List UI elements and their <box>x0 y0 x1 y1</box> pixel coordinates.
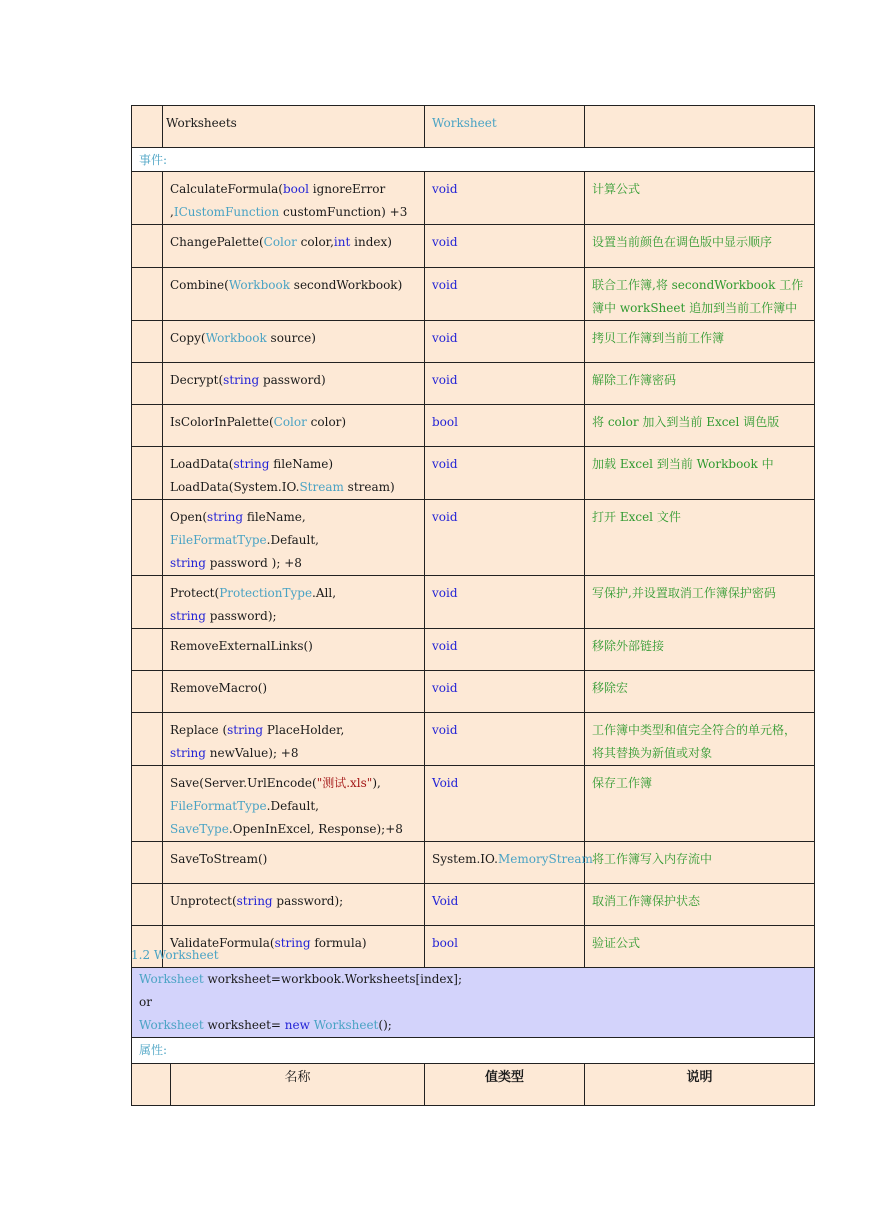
events-label-row <box>132 148 815 172</box>
indent-cell <box>132 321 163 363</box>
event-description: 计算公式 <box>585 172 815 225</box>
event-description: 工作簿中类型和值完全符合的单元格，将其替换为新值或对象 <box>585 713 815 766</box>
keyword-token: Void <box>432 894 459 908</box>
event-signature: IsColorInPalette(Color color) <box>163 405 425 447</box>
event-signature: SaveToStream() <box>163 842 425 884</box>
event-description: 联合工作簿,将 secondWorkbook 工作簿中 workSheet 追加到当前工作簿中 <box>585 268 815 321</box>
type-token: SaveType <box>170 822 229 836</box>
props-label: 属性: <box>132 1038 815 1064</box>
keyword-token: int <box>333 235 351 249</box>
indent-cell <box>132 172 163 225</box>
type-token: Worksheet <box>313 1018 379 1032</box>
event-return-type <box>425 172 585 225</box>
keyword-token: void <box>432 331 458 345</box>
string-token: "测试.xls" <box>316 776 373 790</box>
keyword-token: string <box>170 746 206 760</box>
type-token: Workbook <box>228 278 290 292</box>
indent-cell <box>132 363 163 405</box>
header-desc: 说明 <box>585 1064 815 1106</box>
event-return-type <box>425 405 585 447</box>
property-type: Worksheet <box>425 106 585 148</box>
event-row <box>132 405 815 447</box>
event-return-type <box>425 363 585 405</box>
event-signature: CalculateFormula(bool ignoreError ,ICustomFunction customFunction) +3 <box>163 172 425 225</box>
type-token: ProtectionType <box>219 586 313 600</box>
indent-cell <box>132 106 163 148</box>
event-description: 移除宏 <box>585 671 815 713</box>
event-row <box>132 842 815 884</box>
indent-cell <box>132 225 163 268</box>
event-row <box>132 713 815 766</box>
event-row <box>132 576 815 629</box>
event-return-type <box>425 321 585 363</box>
keyword-token: void <box>432 235 458 249</box>
event-signature: Replace (string PlaceHolder, string newValue); +8 <box>163 713 425 766</box>
event-signature: Open(string fileName, FileFormatType.Default, string password ); +8 <box>163 500 425 576</box>
event-row <box>132 766 815 842</box>
event-signature: Save(Server.UrlEncode("测试.xls"), FileFormatType.Default, SaveType.OpenInExcel, Response);+8 <box>163 766 425 842</box>
type-token: Workbook <box>205 331 267 345</box>
event-description: 解除工作簿密码 <box>585 363 815 405</box>
event-return-type <box>425 576 585 629</box>
event-row <box>132 671 815 713</box>
header-name: 名称 <box>171 1064 425 1106</box>
code-sample-row <box>132 968 815 1038</box>
code-sample: Worksheet worksheet=workbook.Worksheets[index]; or Worksheet worksheet= new Worksheet(); <box>132 968 815 1038</box>
keyword-token: void <box>432 586 458 600</box>
event-description: 移除外部链接 <box>585 629 815 671</box>
keyword-token: Void <box>432 776 459 790</box>
event-return-type <box>425 884 585 926</box>
props-label-row <box>132 1038 815 1064</box>
event-signature: RemoveExternalLinks() <box>163 629 425 671</box>
indent-cell <box>132 405 163 447</box>
event-row <box>132 225 815 268</box>
workbook-members-table <box>131 105 815 968</box>
type-token: MemoryStream <box>497 852 593 866</box>
event-signature: Combine(Workbook secondWorkbook) <box>163 268 425 321</box>
event-description: 写保护,并设置取消工作簿保护密码 <box>585 576 815 629</box>
type-token: Color <box>263 235 297 249</box>
events-label: 事件: <box>132 148 815 172</box>
indent-cell <box>132 447 163 500</box>
property-name: Worksheets <box>163 106 425 148</box>
event-description: 拷贝工作簿到当前工作簿 <box>585 321 815 363</box>
event-description: 打开 Excel 文件 <box>585 500 815 576</box>
event-return-type <box>425 225 585 268</box>
indent-cell <box>132 671 163 713</box>
props-header-row <box>132 1064 815 1106</box>
keyword-token: string <box>207 510 243 524</box>
keyword-token: new <box>284 1018 310 1032</box>
type-token: ICustomFunction <box>173 205 280 219</box>
keyword-token: void <box>432 723 458 737</box>
event-return-type <box>425 713 585 766</box>
event-row <box>132 447 815 500</box>
keyword-token: bool <box>432 936 458 950</box>
event-return-type <box>425 268 585 321</box>
event-row <box>132 884 815 926</box>
event-return-type <box>425 766 585 842</box>
keyword-token: void <box>432 182 458 196</box>
indent-cell <box>132 629 163 671</box>
event-row <box>132 926 815 968</box>
worksheet-table <box>131 967 815 1106</box>
type-token: FileFormatType <box>170 799 267 813</box>
indent-cell <box>132 842 163 884</box>
event-description: 加载 Excel 到当前 Workbook 中 <box>585 447 815 500</box>
keyword-token: bool <box>432 415 458 429</box>
event-signature: ChangePalette(Color color,int index) <box>163 225 425 268</box>
keyword-token: string <box>274 936 311 950</box>
event-description: 将 color 加入到当前 Excel 调色版 <box>585 405 815 447</box>
keyword-token: void <box>432 373 458 387</box>
event-description: 保存工作簿 <box>585 766 815 842</box>
keyword-token: void <box>432 457 458 471</box>
keyword-token: void <box>432 510 458 524</box>
type-token: Color <box>273 415 307 429</box>
section-title: 1.2 Worksheet <box>131 948 219 962</box>
event-description: 验证公式 <box>585 926 815 968</box>
keyword-token: string <box>170 556 206 570</box>
header-type: 值类型 <box>425 1064 585 1106</box>
event-signature: LoadData(string fileName) LoadData(System.IO.Stream stream) <box>163 447 425 500</box>
event-description: 取消工作簿保护状态 <box>585 884 815 926</box>
indent-cell <box>132 884 163 926</box>
event-signature: Copy(Workbook source) <box>163 321 425 363</box>
worksheets-property-row <box>132 106 815 148</box>
indent-cell <box>132 268 163 321</box>
event-return-type <box>425 500 585 576</box>
keyword-token: void <box>432 639 458 653</box>
event-signature: Decrypt(string password) <box>163 363 425 405</box>
event-row <box>132 172 815 225</box>
keyword-token: string <box>227 723 264 737</box>
event-row <box>132 629 815 671</box>
type-token: Worksheet <box>139 972 204 986</box>
property-desc <box>585 106 815 148</box>
event-signature: Unprotect(string password); <box>163 884 425 926</box>
keyword-token: bool <box>282 182 309 196</box>
event-signature: RemoveMacro() <box>163 671 425 713</box>
keyword-token: string <box>223 373 260 387</box>
event-return-type: System.IO.MemoryStream <box>425 842 585 884</box>
event-signature: Protect(ProtectionType.All, string password); <box>163 576 425 629</box>
keyword-token: string <box>236 894 273 908</box>
type-token: FileFormatType <box>170 533 267 547</box>
event-signature: ValidateFormula(string formula) <box>163 926 425 968</box>
indent-cell <box>132 576 163 629</box>
keyword-token: void <box>432 681 458 695</box>
keyword-token: string <box>170 609 206 623</box>
type-token: Worksheet <box>139 1018 204 1032</box>
event-description: 设置当前颜色在调色版中显示顺序 <box>585 225 815 268</box>
indent-cell <box>132 500 163 576</box>
indent-cell <box>132 1064 171 1106</box>
event-return-type <box>425 671 585 713</box>
event-row <box>132 363 815 405</box>
indent-cell <box>132 766 163 842</box>
keyword-token: void <box>432 278 458 292</box>
type-token: Stream <box>299 480 344 494</box>
event-return-type <box>425 629 585 671</box>
event-row <box>132 268 815 321</box>
event-row <box>132 321 815 363</box>
indent-cell <box>132 713 163 766</box>
keyword-token: string <box>233 457 270 471</box>
event-return-type <box>425 926 585 968</box>
event-description: 将工作簿写入内存流中 <box>585 842 815 884</box>
event-return-type <box>425 447 585 500</box>
event-row <box>132 500 815 576</box>
